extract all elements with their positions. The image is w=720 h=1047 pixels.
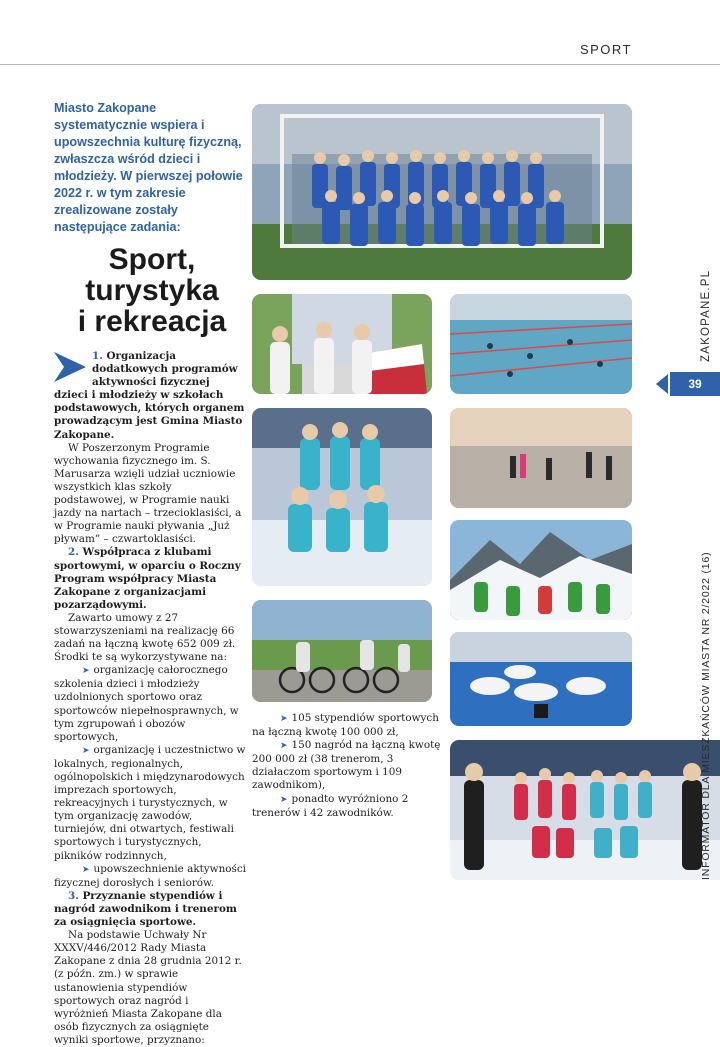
bullet-arrow-icon: ➤ <box>82 666 90 677</box>
section-2-item-2-text: organizację i uczestnictwo w lokalnych, regionalnych, ogólnopolskich i międzynarodowych imprezach sportowych, rekreacyjnych i turystycznych, w tym organizację zawodów, turniejów, dni otwartych, festiwali sportowych i turystycznych, pikników rodzinnych, <box>54 743 246 862</box>
photo-swimming-pool <box>450 294 632 394</box>
photo-skating-girls <box>252 408 432 586</box>
section-2-item-2 <box>54 744 246 863</box>
section-2-heading-text: Współpraca z klubami sportowymi, w oparciu o Roczny Program współpracy Miasta Zakopane z organizacjami pozarządowymi. <box>54 546 241 611</box>
section-3-item-3-text: ponadto wyróżniono 2 trenerów i 42 zawodników. <box>252 792 409 819</box>
photo-medal-winners <box>252 294 432 394</box>
section-3-body: Na podstawie Uchwały Nr XXXV/446/2012 Rady Miasta Zakopane z dnia 28 grudnia 2012 r. (z późn. zm.) w sprawie ustanowienia stypendiów sportowych oraz nagród i wyróżnień Miasta Zakopane dla osób fizycznych za osiągnięte wyniki sportowe, przyznano: <box>54 929 242 1046</box>
article-column-2 <box>252 712 442 820</box>
section-2-item-3 <box>54 863 246 890</box>
section-3-item-1 <box>252 712 442 739</box>
section-2-item-3-text: upowszechnienie aktywności fizycznej dorosłych i seniorów. <box>54 862 246 889</box>
section-1-body: W Poszerzonym Programie wychowania fizycznego im. S. Marusarza wzięli udział uczniowie wszystkich klas szkoły podstawowej, w Programie nauki jazdy na nartach – trzecioklasiści, a w Programie nauki pływania „Już pływam” – czwartoklasiści. <box>54 441 242 546</box>
website-url: ZAKOPANE.PL <box>700 269 712 362</box>
bullet-arrow-icon: ➤ <box>280 741 288 752</box>
section-2-heading <box>54 546 246 611</box>
section-2-item-1-text: organizację całorocznego szkolenia dzieci i młodzieży uzdolnionych sportowo oraz sportowców niepełnosprawnych, w tym zgrupowań i obozów sportowych, <box>54 664 239 743</box>
bullet-arrow-icon: ➤ <box>280 714 288 724</box>
section-3-item-2-text: 150 nagród na łączną kwotę 200 000 zł (38 trenerom, 3 działaczom sportowym i 109 zawodnikom), <box>252 739 441 792</box>
section-3-heading <box>54 890 246 929</box>
photo-sports-hall <box>450 408 632 508</box>
section-1-number: 1. <box>92 350 103 362</box>
section-3-heading-text: Przyznanie stypendiów i nagród zawodnikom i trenerom za osiągnięcia sportowe. <box>54 889 237 929</box>
photo-football-team <box>252 104 632 280</box>
headline-line-1: Sport, <box>108 243 196 276</box>
section-1-heading-text: Organizacja dodatkowych programów aktywności fizycznej dzieci i młodzieży w szkołach podstawowych, których organem prowadzącym jest Gmina Miasto Zakopane. <box>54 350 245 441</box>
section-3-number: 3. <box>68 889 79 902</box>
bullet-arrow-icon: ➤ <box>82 864 90 875</box>
photo-skating-group <box>450 740 720 880</box>
photo-mountain-skiing <box>450 520 632 620</box>
article-headline <box>54 244 250 337</box>
article-column-1 <box>54 350 246 1047</box>
section-2-number: 2. <box>68 546 79 559</box>
section-label: SPORT <box>579 42 632 57</box>
header-rule <box>0 64 720 65</box>
page-tab-arrow-icon <box>656 374 668 394</box>
headline-line-2: turystyka <box>85 274 219 307</box>
photo-martial-arts <box>450 632 632 726</box>
section-3-item-3 <box>252 793 442 820</box>
section-3-item-1-text: 105 stypendiów sportowych na łączną kwotę 100 000 zł, <box>252 712 439 739</box>
chevron-right-icon <box>54 352 86 382</box>
section-2-item-1 <box>54 664 246 744</box>
section-3-item-2 <box>252 739 442 792</box>
publication-title: INFORMATOR DLA MIESZKAŃCÓW MIASTA NR 2/2022 (16) <box>700 551 712 880</box>
lead-paragraph: Miasto Zakopane systematycznie wspiera i upowszechnia kulturę fizyczną, zwłaszcza wśród dzieci i młodzieży. W pierwszej połowie 2022 r. w tym zakresie zrealizowane zostały następujące zadania: <box>54 101 243 234</box>
photo-cycling-kids <box>252 600 432 702</box>
bullet-arrow-icon: ➤ <box>82 745 90 756</box>
headline-line-3: i rekreacja <box>77 305 227 338</box>
section-2-body: Zawarto umowy z 27 stowarzyszeniami na realizację 66 zadań na łączną kwotę 652 009 zł. Środki te są wykorzystywane na: <box>54 611 236 664</box>
bullet-arrow-icon: ➤ <box>280 794 288 805</box>
page-number: 39 <box>670 372 720 396</box>
